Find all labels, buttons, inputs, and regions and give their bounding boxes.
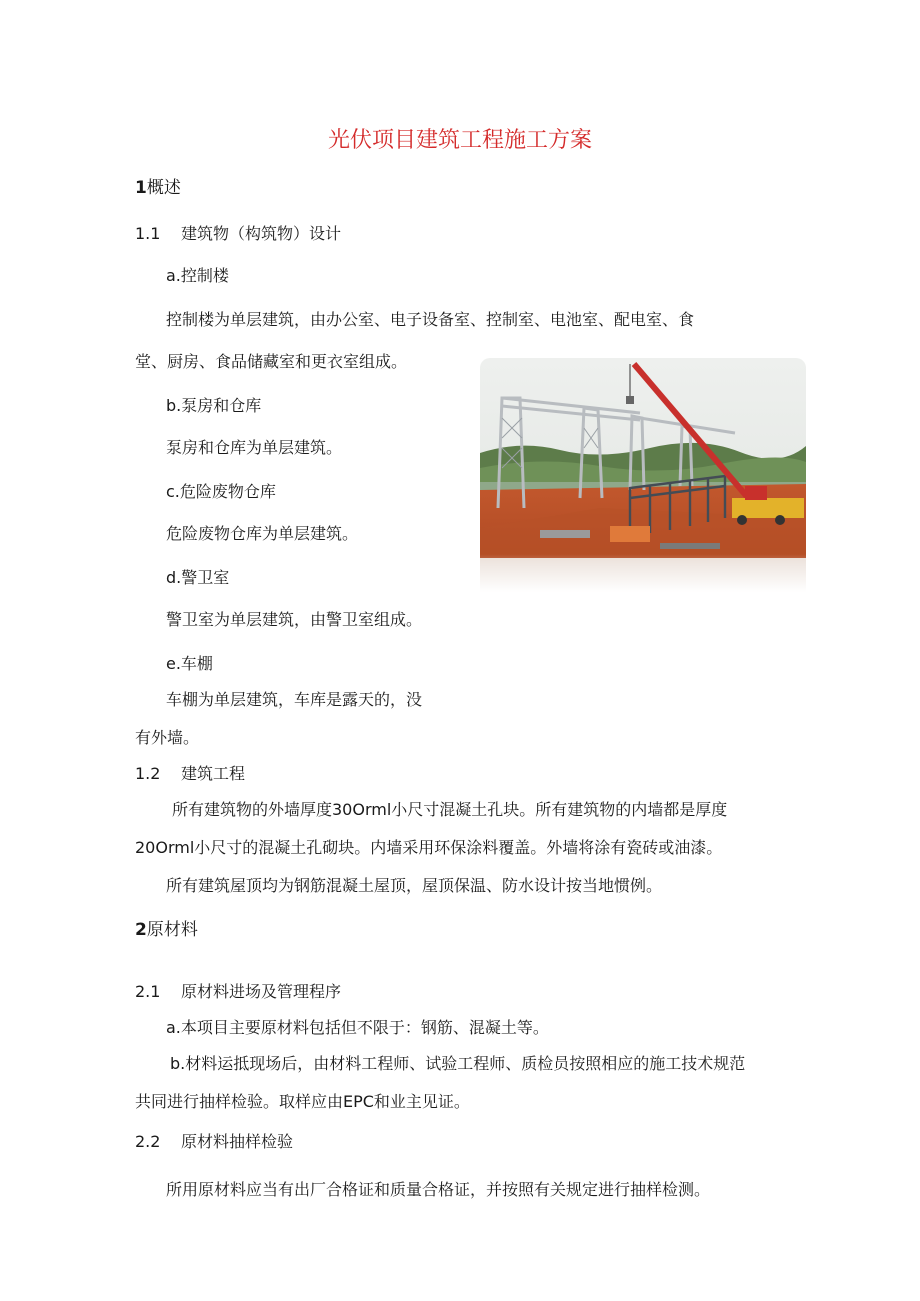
para-1-2-line1: 所有建筑物的外墙厚度30Orml小尺寸混凝土孔块。所有建筑物的内墙都是厚度 (172, 800, 728, 819)
item-b-label: b.泵房和仓库 (166, 396, 262, 415)
section-2-2-heading (135, 1132, 293, 1152)
item-c-label: c.危险废物仓库 (166, 482, 276, 501)
section-2-heading (135, 920, 198, 940)
section-2-1-number: 2.1 (135, 982, 161, 1001)
section-1-2-title: 建筑工程 (181, 764, 246, 783)
para-1-2-line3: 所有建筑屋顶均为钢筋混凝土屋顶，屋顶保温、防水设计按当地惯例。 (166, 876, 663, 895)
para-2-1-b-line2: 共同进行抽样检验。取样应由EPC和业主见证。 (135, 1092, 470, 1111)
section-1-2-heading (135, 764, 245, 784)
section-2-2-title: 原材料抽样检验 (181, 1132, 294, 1151)
item-a-text-line1: 控制楼为单层建筑，由办公室、电子设备室、控制室、电池室、配电室、食 (166, 310, 695, 329)
item-a-label: a.控制楼 (166, 266, 229, 285)
item-d-text: 警卫室为单层建筑，由警卫室组成。 (166, 610, 423, 629)
item-b-text: 泵房和仓库为单层建筑。 (166, 438, 343, 457)
section-1-number: 1 (135, 178, 147, 198)
section-1-1-number: 1.1 (135, 224, 161, 243)
section-1-title: 概述 (146, 178, 181, 198)
section-1-2-number: 1.2 (135, 764, 161, 783)
section-2-2-number: 2.2 (135, 1132, 161, 1151)
item-c-text: 危险废物仓库为单层建筑。 (166, 524, 359, 543)
section-2-title: 原材料 (146, 920, 198, 940)
item-e-label: e.车棚 (166, 654, 213, 673)
section-2-1-heading (135, 982, 341, 1002)
page-title: 光伏项目建筑工程施工方案 (327, 128, 592, 153)
para-2-1-b-line1: b.材料运抵现场后，由材料工程师、试验工程师、质检员按照相应的施工技术规范 (170, 1054, 746, 1073)
section-2-1-title: 原材料进场及管理程序 (181, 982, 342, 1001)
para-1-2-line2: 20Orml小尺寸的混凝土孔砌块。内墙采用环保涂料覆盖。外墙将涂有瓷砖或油漆。 (135, 838, 723, 857)
section-1-1-heading (135, 224, 341, 244)
section-2-number: 2 (135, 920, 147, 940)
item-a-text-line2: 堂、厨房、食品储藏室和更衣室组成。 (135, 352, 408, 371)
item-e-text-line2: 有外墙。 (135, 728, 200, 747)
section-1-1-title: 建筑物（构筑物）设计 (181, 224, 342, 243)
para-2-2: 所用原材料应当有出厂合格证和质量合格证，并按照有关规定进行抽样检测。 (166, 1180, 711, 1199)
section-1-heading (135, 178, 181, 198)
item-e-text-line1: 车棚为单层建筑，车库是露天的，没 (166, 690, 423, 709)
construction-site-illustration (480, 358, 806, 592)
construction-site-photo (480, 358, 806, 592)
item-d-label: d.警卫室 (166, 568, 230, 587)
para-2-1-a: a.本项目主要原材料包括但不限于：钢筋、混凝土等。 (166, 1018, 549, 1037)
